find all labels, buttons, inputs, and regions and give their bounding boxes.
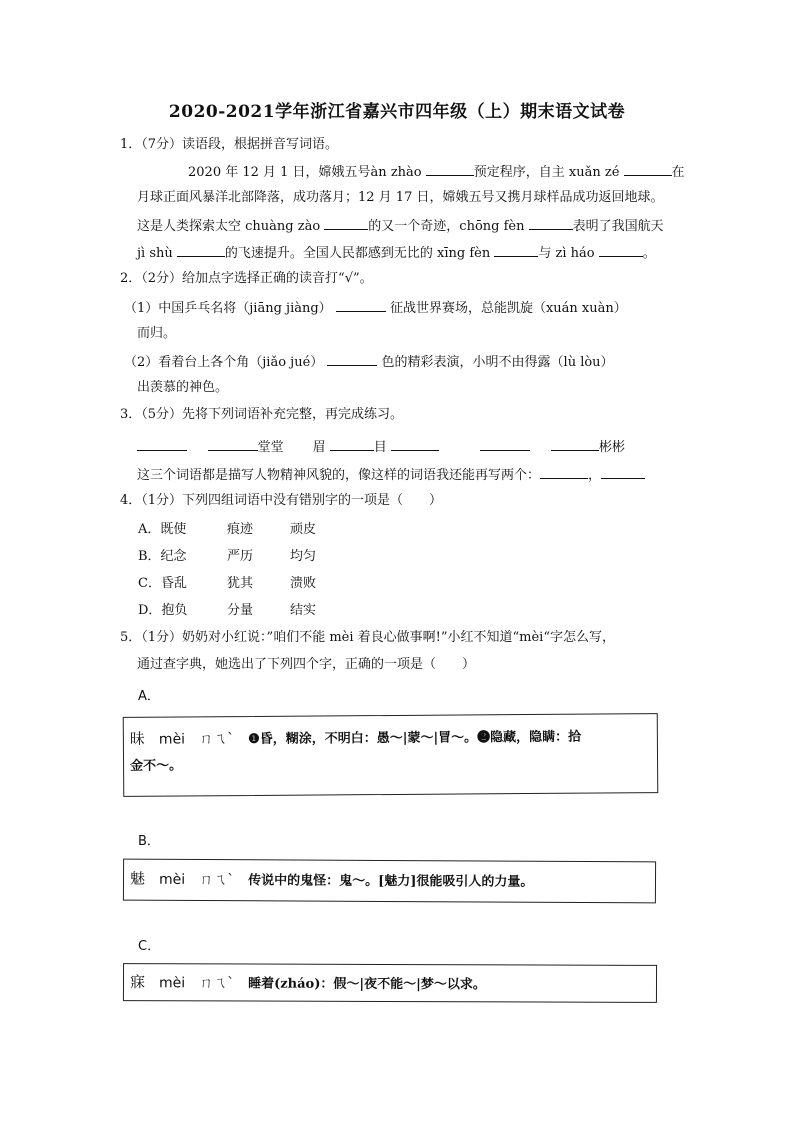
page-title: 2020-2021学年浙江省嘉兴市四年级（上）期末语文试卷 <box>168 102 626 122</box>
q1-header: 1．（7分）读语段，根据拼音写词语。 <box>120 137 339 152</box>
option-word: 严历 <box>227 549 254 564</box>
q2-text: （1）中国乒乓名将（jiāng jiàng） <box>124 301 336 316</box>
q3-text: ， <box>588 468 602 483</box>
entry-definition: 睡着(zháo)：假～|夜不能～|梦～以求。 <box>248 976 486 993</box>
q1-line3 <box>137 215 664 237</box>
answer-blank[interactable] <box>426 161 474 176</box>
answer-blank[interactable] <box>208 436 258 451</box>
entry-pinyin: mèi <box>158 871 186 888</box>
answer-blank[interactable] <box>551 436 599 451</box>
entry-pinyin: mèi <box>158 975 186 992</box>
q5-option-b-label[interactable]: B． <box>138 834 160 849</box>
option-word: 溃败 <box>290 576 317 591</box>
dictionary-entry-c[interactable] <box>123 963 657 1003</box>
entry-char: 昧 <box>129 729 145 748</box>
q2-sub1-cont: 而归。 <box>137 326 177 341</box>
answer-blank[interactable] <box>336 297 386 312</box>
option-word: 犹其 <box>227 576 254 591</box>
answer-blank[interactable] <box>327 351 377 366</box>
q1-text: 的飞速提升。全国人民都感到无比的 xīng fèn <box>224 246 495 261</box>
q5-header: 5．（1分）奶奶对小红说：”咱们不能 mèi 着良心做事啊!”小红不知道“mèi“字怎么写， <box>120 630 615 645</box>
answer-blank[interactable] <box>324 215 368 230</box>
answer-blank[interactable] <box>599 242 643 257</box>
option-label: B．纪念 <box>138 549 187 564</box>
dictionary-entry-b[interactable] <box>123 859 656 904</box>
q2-text: 征战世界赛场，总能凯旋（xuán xuàn） <box>385 301 627 316</box>
entry-char: 魅 <box>129 869 146 888</box>
option-label: C．昏乱 <box>138 576 187 591</box>
q3-words <box>137 436 625 458</box>
q1-text: 表明了我国航天 <box>572 219 664 234</box>
q5-header2: 通过查字典，她选出了下列四个字，正确的一项是（ ） <box>137 657 476 672</box>
q3-practice <box>137 464 645 486</box>
answer-blank[interactable] <box>494 242 538 257</box>
entry-zhuyin: ㄇㄟˋ <box>198 731 235 748</box>
q1-text: 的又一个奇迹，chōng fèn <box>368 219 529 234</box>
answer-blank[interactable] <box>391 436 439 451</box>
option-word: 顽皮 <box>290 522 317 537</box>
q1-text: 在 <box>671 165 685 180</box>
answer-blank[interactable] <box>177 242 225 257</box>
entry-definition: 传说中的鬼怪：鬼～。[魅力]很能吸引人的力量。 <box>248 873 534 890</box>
q2-sub2-cont: 出羡慕的神色。 <box>137 380 229 395</box>
q2-text: （2）看着台上各个角（jiǎo jué） <box>124 355 328 370</box>
q1-line2: 月球正面风暴洋北部降落，成功落月；12 月 17 日，嫦娥五号又携月球样品成功返回地球。 <box>137 190 664 205</box>
q3-word: 堂堂 <box>257 440 284 455</box>
option-label: D．抱负 <box>138 603 188 618</box>
q1-line4 <box>137 242 656 264</box>
q1-text: 2020 年 12 月 1 日，嫦娥五号àn zhào <box>188 165 426 180</box>
q5-option-a-label[interactable]: A． <box>138 689 160 704</box>
q1-text: 与 zì háo <box>538 246 599 261</box>
answer-blank[interactable] <box>540 464 588 479</box>
q1-line1 <box>188 161 685 183</box>
entry-pinyin: mèi <box>158 731 186 748</box>
q3-word: 目 <box>373 440 387 455</box>
entry-line <box>130 722 651 754</box>
q1-text: jì shù <box>137 246 177 261</box>
q3-word: 眉 <box>312 440 326 455</box>
answer-blank[interactable] <box>137 436 187 451</box>
q2-text: 色的精彩表演，小明不由得露（lù lòu） <box>377 355 614 370</box>
entry-zhuyin: ㄇㄟˋ <box>199 872 235 889</box>
answer-blank[interactable] <box>480 436 530 451</box>
option-word: 结实 <box>290 603 317 618</box>
dictionary-entry-a[interactable] <box>123 713 659 797</box>
entry-char: 寐 <box>129 973 146 992</box>
q3-word: 彬彬 <box>598 440 625 455</box>
q3-text: 这三个词语都是描写人物精神风貌的，像这样的词语我还能再写两个： <box>137 468 541 483</box>
answer-blank[interactable] <box>529 215 573 230</box>
q4-header: 4．（1分）下列四组词语中没有错别字的一项是（ ） <box>120 493 443 508</box>
q1-text: 。 <box>642 246 656 261</box>
option-word: 分量 <box>227 603 254 618</box>
q3-header: 3．（5分）先将下列词语补充完整，再完成练习。 <box>120 407 404 422</box>
q5-option-c-label[interactable]: C． <box>138 939 161 954</box>
answer-blank[interactable] <box>601 464 645 479</box>
entry-definition-cont: 金不～。 <box>130 758 183 774</box>
entry-definition: ❶昏，糊涂，不明白：愚～|蒙～|冒～。❷隐藏，隐瞒：拾 <box>247 729 582 747</box>
answer-blank[interactable] <box>624 161 672 176</box>
option-word: 痕迹 <box>227 522 254 537</box>
answer-blank[interactable] <box>330 436 374 451</box>
q2-sub1 <box>124 297 627 319</box>
entry-zhuyin: ㄇㄟˋ <box>199 975 235 992</box>
q1-text: 预定程序，自主 xuǎn zé <box>473 165 624 180</box>
q2-header: 2．（2分）给加点字选择正确的读音打“√”。 <box>120 271 373 286</box>
option-label: A．既使 <box>138 522 187 537</box>
q1-text: 这是人类探索太空 chuàng zào <box>137 219 325 234</box>
q2-sub2 <box>124 351 614 373</box>
option-word: 均匀 <box>290 549 317 564</box>
